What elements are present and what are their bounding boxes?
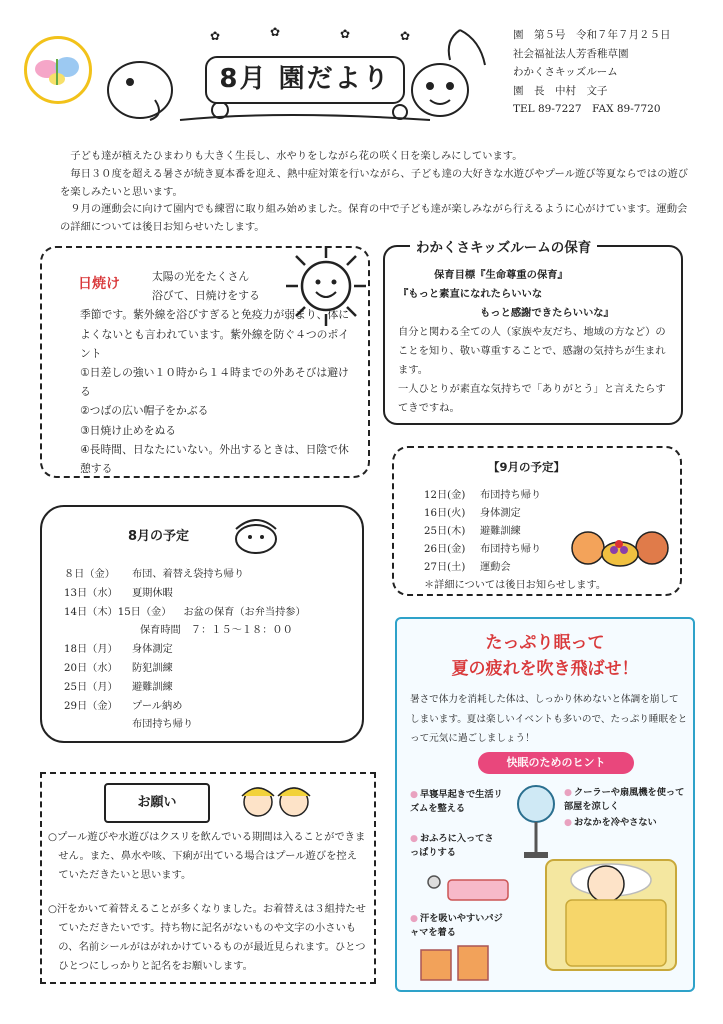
list-item: 16日(火) 身体測定	[424, 507, 521, 519]
september-list: 12日(金) 布団持ち帰り 16日(火) 身体測定 25日(木) 避難訓練 26日(金) 布団持ち帰り 27日(土) 運動会 ＊詳細については後日お知らせします。	[424, 487, 664, 594]
sunburn-title: 日焼け	[78, 276, 120, 292]
list-item: ８日（金） 布団、着替え袋持ち帰り	[64, 569, 245, 580]
list-item: 布団持ち帰り	[132, 719, 194, 731]
tip-item: ● おなかを冷やさない	[564, 817, 657, 828]
hint-title: 快眠のためのヒント	[478, 752, 634, 774]
kids-icon	[232, 778, 322, 826]
pajama-icon	[416, 940, 496, 984]
request-text: ○プール遊びや水遊びはクスリを飲んでいる期間は入ることができません。また、鼻水や咳、下痢が出ている場合はプール遊びを控えていただきたいと思います。 ○汗をかいて着替えることが多くなりました。お着替えは３組持たせていただきたいです。持ち物に記名がないものや文字の小さいもの、名前シールがはがれかけているものが最近見られます。ひとつひとつにしっかりと記名をお願いします。	[48, 831, 366, 973]
tip-item: ● 早寝早起きで生活リズムを整える	[410, 789, 503, 814]
watering-can-icon	[226, 509, 286, 559]
list-item: 26日(金) 布団持ち帰り	[424, 543, 542, 555]
list-item: 18日（月） 身体測定	[64, 644, 173, 656]
school-info: 園 第５号 令和７年７月２５日 社会福祉法人芳香稚草園 わかくさキッズルーム 園 長 中村 文子 TEL 89-7227 FAX 89-7720	[513, 29, 671, 116]
svg-text:✿: ✿	[210, 29, 221, 43]
august-list	[64, 566, 354, 735]
sleep-body: 暑さで体力を消耗した体は、しっかり休めないと体調を崩してしまいます。夏は楽しいイベントも多いので、たっぷり睡眠をとって元気に過ごしましょう！	[410, 694, 688, 744]
september-title: 【9月の予定】	[488, 460, 566, 474]
list-item: 25日(木) 避難訓練	[424, 525, 521, 537]
list-item: 27日(土) 運動会	[424, 561, 511, 573]
list-item: 14日（木）15日（金） お盆の保育（お弁当持参）	[64, 606, 306, 618]
tip-item: ● おふろに入ってさっぱりする	[410, 833, 494, 858]
sleep-title: たっぷり眠って 夏の疲れを吹き飛ばせ！	[451, 633, 639, 679]
sleeping-child-icon	[536, 840, 686, 980]
intro-text: 子ども達が植えたひまわりも大きく生長し、水やりをしながら花の咲く日を楽しみにしています。 毎日３０度を超える暑さが続き夏本番を迎え、熱中症対策を行いながら、子ども達の大好きな水遊びやプール遊び等夏ならではの遊びを楽しみたいと思います。 ９月の運動会に向けて園内でも練習に取り組み始めました。保育の中で子ども達が楽しみながら行えるように心がけています。運動会の詳細については後日お知らせいたします。	[60, 150, 689, 234]
list-item: 12日(金) 布団持ち帰り	[424, 490, 542, 501]
logo-mark	[24, 36, 92, 104]
list-item: 25日（月） 避難訓練	[64, 681, 173, 693]
hoiku-title: わかくさキッズルームの保育	[410, 236, 597, 256]
bath-icon	[424, 862, 514, 906]
butterfly-icon	[27, 39, 89, 101]
list-item: 29日（金） プール納め	[64, 700, 183, 712]
svg-text:✿: ✿	[340, 27, 351, 41]
cats-fruit-icon	[568, 520, 672, 572]
svg-text:✿: ✿	[270, 25, 281, 39]
sunburn-text: 太陽の光をたくさん 浴びて、日焼けをする 季節です。紫外線を浴びすぎると免疫力が弱まり、体によくないとも言われています。紫外線を防ぐ４つのポイント ①日差しの強い１０時から１４時までの外あそびは避ける ②つばの広い帽子をかぶる ③日焼け止めをぬる ④長時間、日なたにいない。外出するときは、日陰で休憩する	[80, 270, 350, 476]
tip-item: ● クーラーや扇風機を使って部屋を涼しく	[564, 787, 685, 812]
svg-text:✿: ✿	[400, 29, 411, 43]
hoiku-text: 保育目標『生命尊重の保育』 『もっと素直になれたらいいな もっと感謝できたらいいな』 自分と関わる全ての人（家族や友だち、地域の方など）のことを知り、敬い尊重することで、感謝の気持ちが生まれます。 一人ひとりが素直な気持ちで「ありがとう」と言えたらすてきですね。	[398, 269, 666, 414]
list-item: 20日（水） 防犯訓練	[64, 662, 173, 674]
request-title: お願い	[104, 783, 210, 823]
page-title: 8月 園だより	[205, 56, 405, 104]
list-item: 13日（水） 夏期休暇	[64, 587, 173, 599]
tip-item: ● 汗を吸いやすいパジャマを着る	[410, 913, 503, 938]
list-item: 保育時間 ７：１５～１８：００	[140, 625, 293, 637]
august-title: 8月の予定	[128, 529, 190, 544]
